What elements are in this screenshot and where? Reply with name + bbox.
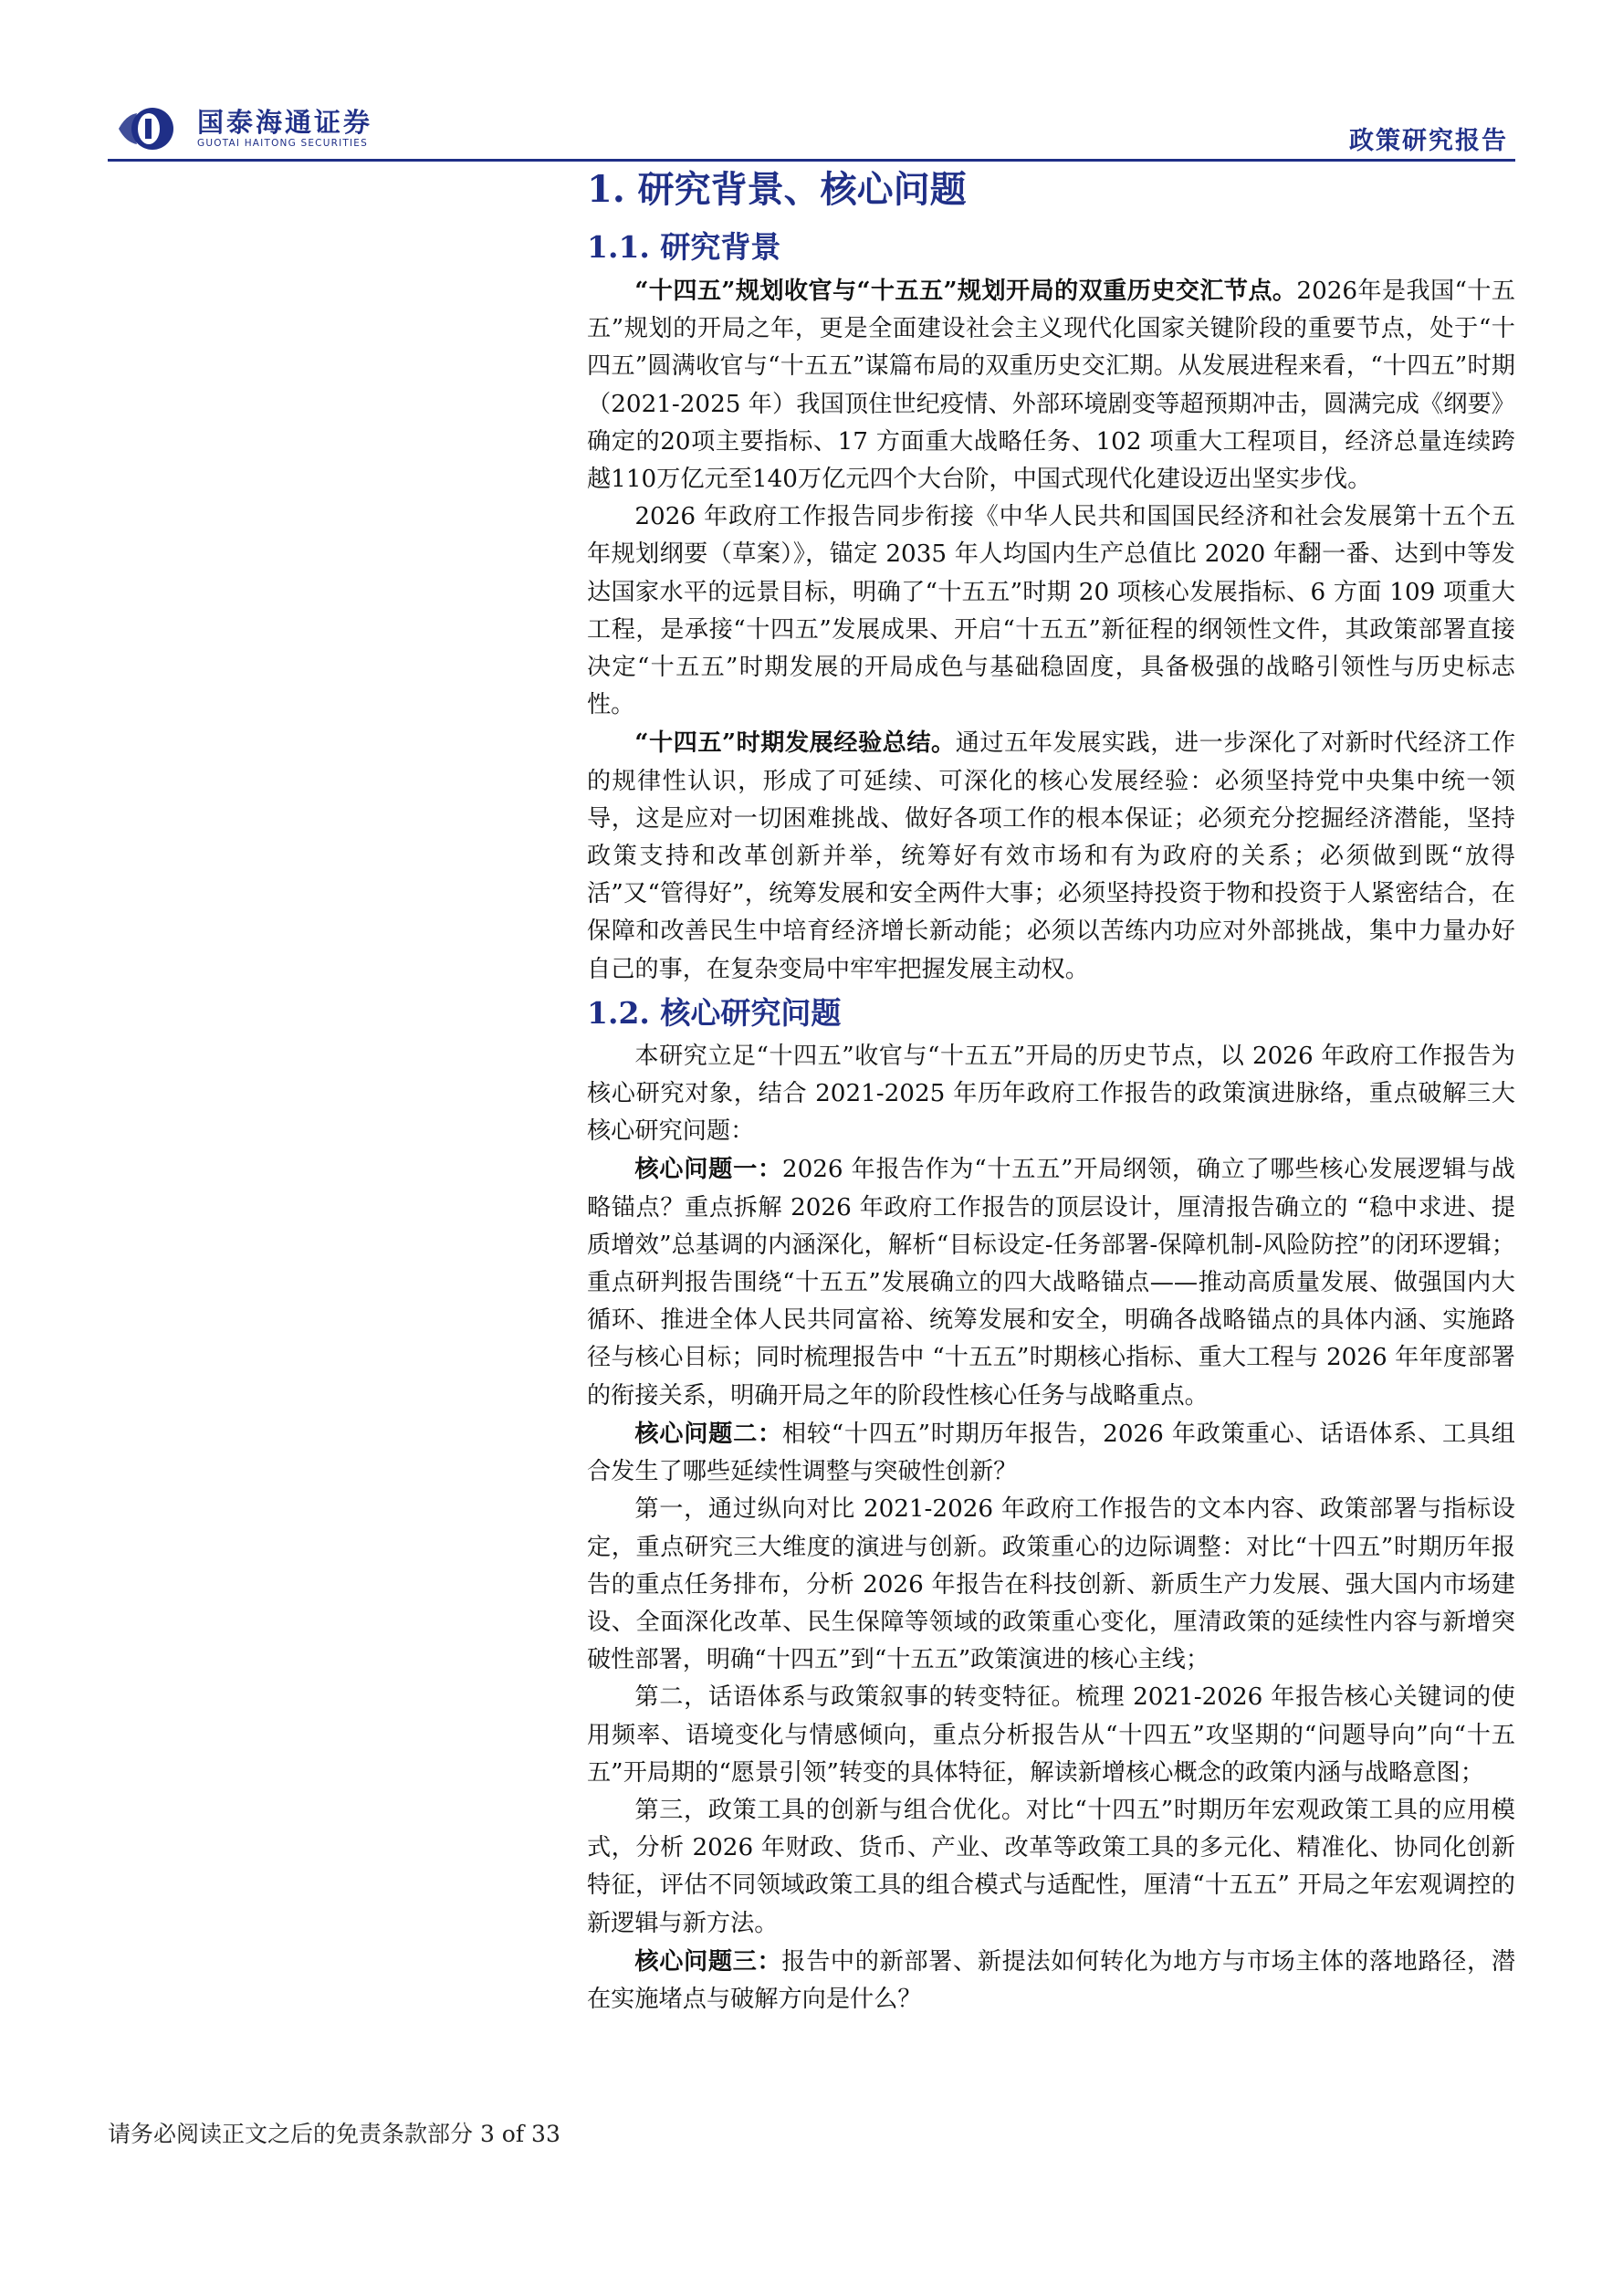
paragraph: 第三，政策工具的创新与组合优化。对比“十四五”时期历年宏观政策工具的应用模式，分析 2026 年财政、货币、产业、改革等政策工具的多元化、精准化、协同化创新特征，评估不同领域政策工具的组合模式与适配性，厘清“十五五” 开局之年宏观调控的新逻辑与新方法。 <box>587 1796 1515 1937</box>
document-type-label: 政策研究报告 <box>1349 127 1508 155</box>
paragraph-body: 2026年是我国“十五五”规划的开局之年，更是全面建设社会主义现代化国家关键阶段的重要节点，处于“十四五”圆满收官与“十五五”谋篇布局的双重历史交汇期。从发展进程来看，“十四五”时期（2021-2025 年）我国顶住世纪疫情、外部环境剧变等超预期冲击，圆满完成《纲要》确定的20项主要指标、17 方面重大战略任务、102 项重大工程项目，经济总量连续跨越110万亿元至140万亿元四个大台阶，中国式现代化建设迈出坚实步伐。 <box>587 278 1515 494</box>
paragraph: 2026 年政府工作报告同步衔接《中华人民共和国国民经济和社会发展第十五个五年规划纲要（草案）》，锚定 2035 年人均国内生产总值比 2020 年翻一番、达到中等发达国家水平的远景目标，明确了“十五五”时期 20 项核心发展指标、6 方面 109 项重大工程，是承接“十四五”发展成果、开启“十五五”新征程的纲领性文件，其政策部署直接决定“十五五”时期发展的开局成色与基础稳固度，具备极强的战略引领性与历史标志性。 <box>587 503 1515 719</box>
section-1-1-heading: 1.1. 研究背景 <box>587 229 781 265</box>
paragraph-body: 相较“十四五”时期历年报告，2026 年政策重心、话语体系、工具组合发生了哪些延续性调整与突破性创新？ <box>587 1420 1515 1486</box>
logo-english-name: GUOTAI HAITONG SECURITIES <box>197 138 369 149</box>
logo-chinese-name: 国泰海通证券 <box>197 107 373 138</box>
section-1-2-heading: 1.2. 核心研究问题 <box>587 994 842 1031</box>
paragraph-body: 2026 年报告作为“十五五”开局纲领，确立了哪些核心发展逻辑与战略锚点？重点拆解 2026 年政府工作报告的顶层设计，厘清报告确立的 “稳中求进、提质增效”总基调的内涵深化，解析“目标设定-任务部署-保障机制-风险防控”的闭环逻辑；重点研判报告围绕“十五五”发展确立的四大战略锚点——推动高质量发展、做强国内大循环、推进全体人民共同富裕、统筹发展和安全，明确各战略锚点的具体内涵、实施路径与核心目标；同时梳理报告中 “十五五”时期核心指标、重大工程与 2026 年年度部署的衔接关系，明确开局之年的阶段性核心任务与战略重点。 <box>587 1156 1515 1410</box>
paragraph-body: 报告中的新部署、新提法如何转化为地方与市场主体的落地路径，潜在实施堵点与破解方向是什么？ <box>587 1947 1516 2013</box>
question-label: 核心问题一： <box>634 1155 782 1184</box>
page-header <box>108 102 1515 162</box>
main-content <box>587 157 1515 2018</box>
company-logo <box>117 106 372 152</box>
paragraph-body: 通过五年发展实践，进一步深化了对新时代经济工作的规律性认识，形成了可延续、可深化的核心发展经验：必须坚持党中央集中统一领导，这是应对一切困难挑战、做好各项工作的根本保证；必须充分挖掘经济潜能，坚持政策支持和改革创新并举，统筹好有效市场和有为政府的关系；必须做到既“放得活”又“管得好”，统筹发展和安全两件大事；必须坚持投资于物和投资于人紧密结合，在保障和改善民生中培育经济增长新动能；必须以苦练内功应对外部挑战，集中力量办好自己的事，在复杂变局中牢牢把握发展主动权。 <box>587 729 1516 983</box>
paragraph: 第二，话语体系与政策叙事的转变特征。梳理 2021-2026 年报告核心关键词的使用频率、语境变化与情感倾向，重点分析报告从“十四五”攻坚期的“问题导向”向“十五五”开局期的“愿景引领”转变的具体特征，解读新增核心概念的政策内涵与战略意图； <box>587 1683 1515 1787</box>
paragraph-lead: “十四五”规划收官与“十五五”规划开局的双重历史交汇节点。 <box>634 277 1297 305</box>
paragraph: 本研究立足“十四五”收官与“十五五”开局的历史节点，以 2026 年政府工作报告为核心研究对象，结合 2021-2025 年历年政府工作报告的政策演进脉络，重点破解三大核心研究问题： <box>587 1042 1515 1146</box>
paragraph <box>587 1943 1515 2018</box>
paragraph <box>587 272 1515 498</box>
paragraph <box>587 1415 1515 1491</box>
paragraph: 第一，通过纵向对比 2021-2026 年政府工作报告的文本内容、政策部署与指标设定，重点研究三大维度的演进与创新。政策重心的边际调整：对比“十四五”时期历年报告的重点任务排布，分析 2026 年报告在科技创新、新质生产力发展、强大国内市场建设、全面深化改革、民生保障等领域的政策重心变化，厘清政策的延续性内容与新增突破性部署，明确“十四五”到“十五五”政策演进的核心主线； <box>587 1495 1515 1674</box>
logo-mark-icon <box>117 106 188 152</box>
question-label: 核心问题三： <box>634 1946 782 1976</box>
paragraph <box>587 724 1515 988</box>
section-1-heading: 1. 研究背景、核心问题 <box>587 168 967 211</box>
question-label: 核心问题二： <box>634 1419 782 1448</box>
paragraph-lead: “十四五”时期发展经验总结。 <box>634 729 956 758</box>
paragraph <box>587 1150 1515 1414</box>
page-footer: 请务必阅读正文之后的免责条款部分 3 of 33 <box>108 2121 560 2147</box>
